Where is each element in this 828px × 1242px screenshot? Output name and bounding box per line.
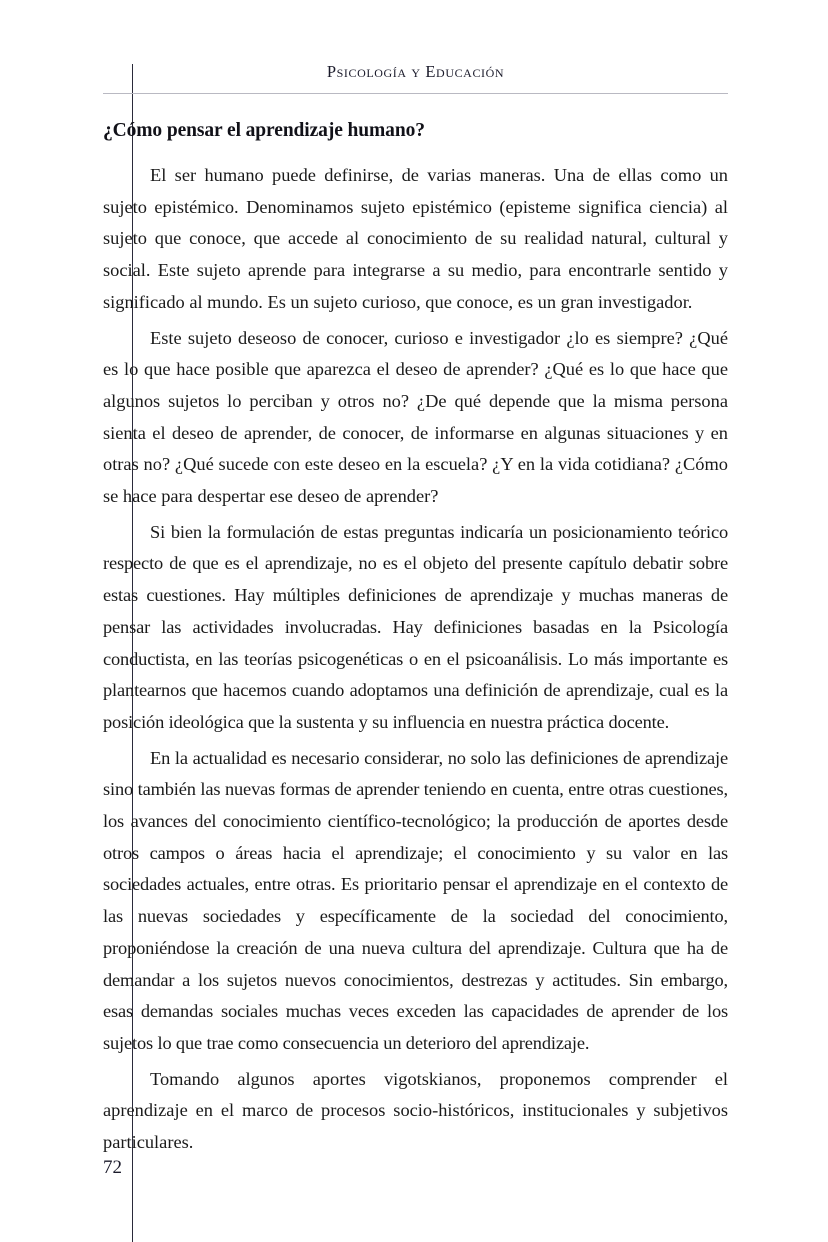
running-head: Psicología y Educación: [326, 62, 505, 81]
paragraph: Si bien la formulación de estas preguntas indicaría un posicionamiento teórico respecto de que es el aprendizaje, no es el objeto del presente capítulo debatir sobre estas cuestiones. Hay múltiples definiciones de aprendizaje y muchas maneras de pensar las actividades involucradas. Hay definiciones basadas en la Psicología conductista, en las teorías psicogenéticas o en el psicoanálisis. Lo más importante es plantearnos que hacemos cuando adoptamos una definición de aprendizaje, cual es la posición ideológica que la sustenta y su influencia en nuestra práctica docente.: [103, 521, 728, 732]
page-number: 72: [103, 1157, 122, 1178]
paragraph: El ser humano puede definirse, de varias maneras. Una de ellas como un sujeto epistémico. Denominamos sujeto epistémico (episteme significa ciencia) al sujeto que conoce, que accede al conocimiento de su realidad natural, cultural y social. Este sujeto aprende para integrarse a su medio, para encontrarle sentido y significado al mundo. Es un sujeto curioso, que conoce, es un gran investigador.: [103, 165, 728, 312]
header-divider: [103, 93, 728, 94]
paragraph: Este sujeto deseoso de conocer, curioso e investigador ¿lo es siempre? ¿Qué es lo que hace posible que aparezca el deseo de aprender? ¿Qué es lo que hace que algunos sujetos lo perciban y otros no? ¿De qué depende que la misma persona sienta el deseo de aprender, de conocer, de informarse en algunas situaciones y en otras no? ¿Qué sucede con este deseo en la escuela? ¿Y en la vida cotidiana? ¿Cómo se hace para despertar ese deseo de aprender?: [103, 327, 728, 507]
page-body: [103, 120, 728, 1163]
paragraph: En la actualidad es necesario considerar, no solo las definiciones de aprendizaje sino también las nuevas formas de aprender teniendo en cuenta, entre otras cuestiones, los avances del conocimiento científico-tecnológico; la producción de aportes desde otros campos o áreas hacia el aprendizaje; el conocimiento y su valor en las sociedades actuales, entre otras. Es prioritario pensar el aprendizaje en el contexto de las nuevas sociedades y específicamente de la sociedad del conocimiento, proponiéndose la creación de una nueva cultura del aprendizaje. Cultura que ha de demandar a los sujetos nuevos conocimientos, destrezas y actitudes. Sin embargo, esas demandas sociales muchas veces exceden las capacidades de aprender de los sujetos lo que trae como consecuencia un deterioro del aprendizaje.: [103, 747, 728, 1053]
paragraph: Tomando algunos aportes vigotskianos, proponemos comprender el aprendizaje en el marco de procesos socio-históricos, institucionales y subjetivos particulares.: [103, 1068, 728, 1153]
page-title: ¿Cómo pensar el aprendizaje humano?: [103, 120, 425, 141]
